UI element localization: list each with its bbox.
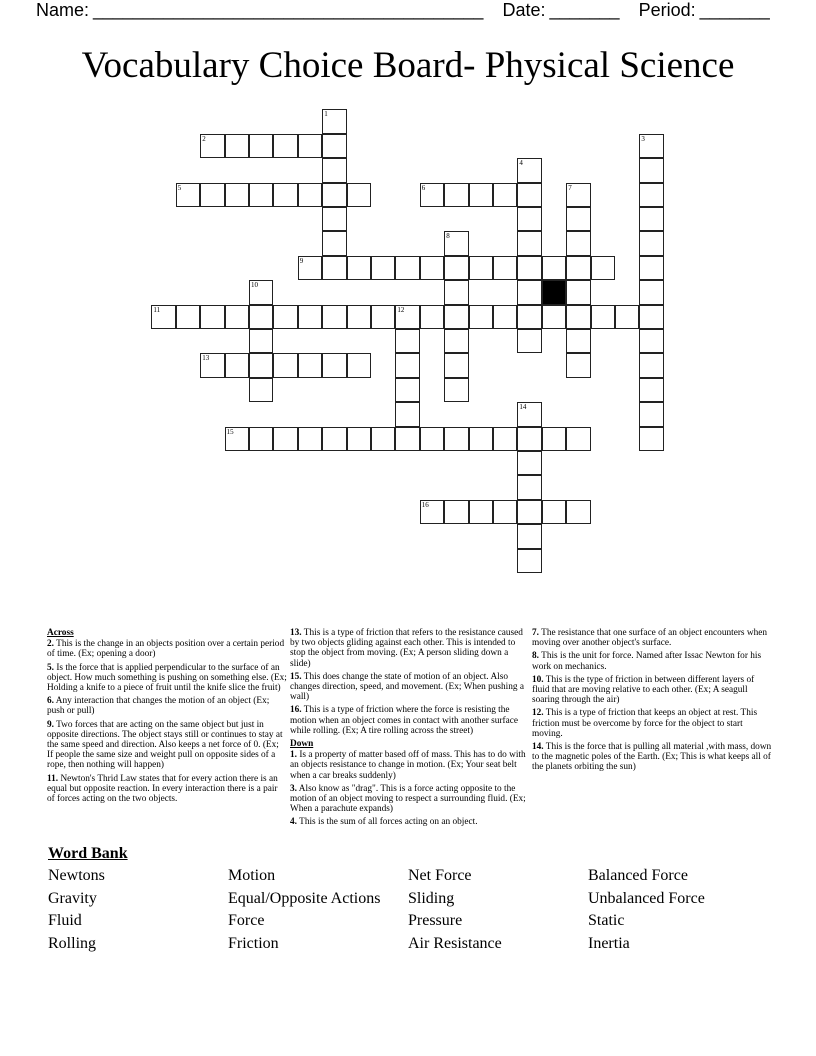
clue-across-2: 2. This is the change in an objects position over a certain period of time. (Ex; opening a door)	[47, 639, 285, 660]
clue-number: 3	[641, 134, 645, 143]
crossword-cell[interactable]	[493, 305, 517, 329]
crossword-cell[interactable]	[420, 305, 444, 329]
crossword-cell[interactable]	[517, 500, 541, 524]
clue-number: 1	[324, 110, 328, 119]
clue-down-3: 3. Also know as "drag". This is a force acting opposite to the motion of an object moving to respect a surrounding fluid. (Ex; When a parachute expands)	[290, 783, 526, 815]
crossword-cell[interactable]	[469, 256, 493, 280]
crossword-cell[interactable]	[542, 500, 566, 524]
crossword-cell[interactable]	[322, 427, 346, 451]
crossword-cell[interactable]	[542, 305, 566, 329]
crossword-cell[interactable]	[444, 280, 468, 304]
clue-number: 11	[153, 305, 161, 314]
word-bank-item: Friction	[228, 934, 279, 952]
clues-column-3	[532, 628, 772, 776]
clue-across-16: 16. This is a type of friction where the force is resisting the motion when an object comes in contact with another surface while rolling. (Ex; A tire rolling across the street)	[290, 705, 518, 736]
crossword-cell[interactable]	[469, 500, 493, 524]
crossword-cell[interactable]	[322, 305, 346, 329]
crossword-cell[interactable]	[566, 500, 590, 524]
crossword-cell[interactable]	[542, 427, 566, 451]
crossword-cell[interactable]	[249, 353, 273, 377]
clue-number: 15	[226, 427, 234, 436]
crossword-cell[interactable]	[566, 427, 590, 451]
crossword-cell[interactable]	[347, 183, 371, 207]
period-label: Period:	[638, 0, 696, 20]
crossword-cell[interactable]	[517, 451, 541, 475]
crossword-cell[interactable]	[591, 256, 615, 280]
crossword-cell[interactable]	[273, 305, 297, 329]
name-label: Name:	[36, 0, 90, 20]
clue-down-8: 8. This is the unit for force. Named after Issac Newton for his work on mechanics.	[532, 651, 762, 672]
crossword-cell[interactable]	[347, 353, 371, 377]
crossword-cell[interactable]	[273, 353, 297, 377]
crossword-cell[interactable]	[517, 256, 541, 280]
crossword-cell[interactable]	[249, 427, 273, 451]
crossword-cell[interactable]	[517, 329, 541, 353]
crossword-cell[interactable]	[151, 305, 175, 329]
crossword-cell[interactable]	[444, 231, 468, 255]
word-bank-item: Static	[588, 912, 625, 930]
crossword-cell[interactable]	[371, 427, 395, 451]
crossword-cell[interactable]	[566, 256, 590, 280]
crossword-cell[interactable]	[225, 305, 249, 329]
crossword-cell[interactable]	[347, 427, 371, 451]
crossword-cell[interactable]	[615, 305, 639, 329]
crossword-cell[interactable]	[517, 280, 541, 304]
clue-number: 9	[299, 256, 304, 265]
crossword-cell[interactable]	[639, 329, 663, 353]
clue-number: 8	[446, 232, 450, 241]
crossword-cell[interactable]	[249, 183, 273, 207]
crossword-cell[interactable]	[542, 256, 566, 280]
crossword-cell[interactable]	[225, 183, 249, 207]
crossword-cell[interactable]	[639, 402, 663, 426]
word-bank-item: Sliding	[408, 889, 455, 907]
word-bank-item: Gravity	[48, 889, 97, 907]
crossword-cell[interactable]	[249, 280, 273, 304]
clue-number: 6	[421, 183, 426, 192]
crossword-cell[interactable]	[176, 183, 200, 207]
crossword-cell[interactable]	[395, 427, 419, 451]
crossword-cell[interactable]	[517, 427, 541, 451]
crossword-cell[interactable]	[444, 329, 468, 353]
crossword-cell[interactable]	[444, 305, 468, 329]
crossword-cell[interactable]	[639, 353, 663, 377]
crossword-cell[interactable]	[249, 378, 273, 402]
crossword-cell[interactable]	[249, 329, 273, 353]
crossword-cell[interactable]	[566, 305, 590, 329]
crossword-cell[interactable]	[298, 256, 322, 280]
clue-across-6: 6. Any interaction that changes the motion of an object (Ex; push or pull)	[47, 696, 270, 717]
word-bank-item: Force	[228, 912, 265, 930]
date-label: Date:	[502, 0, 546, 20]
crossword-cell[interactable]	[639, 183, 663, 207]
crossword-cell[interactable]	[249, 134, 273, 158]
crossword-cell[interactable]	[298, 305, 322, 329]
word-bank-item: Balanced Force	[588, 867, 688, 884]
crossword-cell[interactable]	[420, 500, 444, 524]
crossword-cell[interactable]	[566, 183, 590, 207]
clue-number: 2	[202, 134, 206, 143]
crossword-cell[interactable]	[395, 378, 419, 402]
crossword-cell[interactable]	[273, 427, 297, 451]
clue-number: 12	[397, 305, 405, 314]
clue-number: 13	[202, 354, 210, 363]
word-bank-item: Newtons	[48, 867, 105, 884]
crossword-cell[interactable]	[200, 134, 224, 158]
crossword-cell[interactable]	[639, 280, 663, 304]
crossword-cell[interactable]	[395, 402, 419, 426]
crossword-cell[interactable]	[493, 500, 517, 524]
clue-number: 14	[519, 403, 527, 412]
crossword-cell[interactable]	[517, 524, 541, 548]
clue-across-9: 9. Two forces that are acting on the same object but just in opposite directions. The object stays still or continues to stay at the same speed and direction. Also keeps a net force of 0. (Ex; If people the same size and weight pull on opposite sides of a rope, then nothing will happen)	[47, 719, 283, 771]
crossword-cell[interactable]	[493, 256, 517, 280]
crossword-cell[interactable]	[639, 378, 663, 402]
crossword-cell[interactable]	[322, 256, 346, 280]
word-bank-item: Motion	[228, 867, 276, 884]
crossword-cell[interactable]	[444, 256, 468, 280]
crossword-cell[interactable]	[420, 427, 444, 451]
clue-down-10: 10. This is the type of friction in between different layers of fluid that are moving relative to each other. (Ex; A seagull soaring through the air)	[532, 674, 755, 706]
word-bank-item: Pressure	[408, 912, 463, 930]
clue-number: 10	[251, 281, 258, 290]
crossword-cell[interactable]	[566, 207, 590, 231]
page-title: Vocabulary Choice Board- Physical Science	[81, 45, 735, 86]
crossword-cell[interactable]	[444, 183, 468, 207]
crossword-cell[interactable]	[444, 353, 468, 377]
crossword-cell[interactable]	[347, 305, 371, 329]
word-bank-item: Fluid	[48, 912, 82, 930]
crossword-cell[interactable]	[322, 353, 346, 377]
crossword-cell[interactable]	[298, 134, 322, 158]
crossword-cell[interactable]	[347, 256, 371, 280]
crossword-cell[interactable]	[469, 183, 493, 207]
clues-column-2	[290, 628, 530, 831]
crossword-cell[interactable]	[200, 353, 224, 377]
word-bank	[48, 867, 768, 957]
clue-across-5: 5. Is the force that is applied perpendicular to the surface of an object. How much something is pushing on something else. (Ex; Holding a knife to a piece of fruit until the knife slice the fruit)	[47, 662, 287, 694]
crossword-cell[interactable]	[298, 183, 322, 207]
name-blank[interactable]: _______________________________________	[93, 0, 484, 20]
crossword-cell[interactable]	[639, 231, 663, 255]
crossword-cell[interactable]	[517, 183, 541, 207]
word-bank-title: Word Bank	[48, 845, 128, 862]
clue-number: 4	[519, 159, 523, 168]
crossword-cell[interactable]	[420, 256, 444, 280]
word-bank-item: Unbalanced Force	[588, 889, 705, 907]
date-blank[interactable]: _______	[549, 0, 620, 20]
crossword-cell[interactable]	[371, 256, 395, 280]
clue-number: 5	[177, 183, 182, 192]
crossword-cell[interactable]	[639, 158, 663, 182]
clue-down-4: 4. This is the sum of all forces acting on an object.	[290, 817, 478, 828]
crossword-cell[interactable]	[566, 353, 590, 377]
clue-down-1: 1. Is a property of matter based off of mass. This has to do with an objects resistance to change in motion. (Ex; Your seat belt when a car breaks suddenly)	[290, 750, 526, 781]
crossword-cell[interactable]	[639, 207, 663, 231]
word-bank-item: Net Force	[408, 867, 472, 884]
clue-across-11: 11. Newton's Thrid Law states that for every action there is an equal but opposite reaction. In every interaction there is a pair of forces acting on the two objects.	[47, 773, 278, 805]
across-heading: Across	[47, 628, 74, 638]
clue-across-13: 13. This is a type of friction that refers to the resistance caused by two objects gliding against each other. This is intended to stop the object from moving. (Ex; A person sliding down a slide)	[290, 628, 523, 669]
crossword-cell[interactable]	[444, 378, 468, 402]
word-bank-item: Air Resistance	[408, 934, 502, 952]
clue-down-7: 7. The resistance that one surface of an object encounters when moving over another object's surface.	[532, 628, 768, 649]
crossword-cell[interactable]	[371, 305, 395, 329]
clue-number: 16	[421, 500, 429, 509]
crossword-cell[interactable]	[444, 500, 468, 524]
crossword-cell[interactable]	[639, 134, 663, 158]
crossword-cell[interactable]	[517, 158, 541, 182]
crossword-cell[interactable]	[639, 256, 663, 280]
crossword-cell[interactable]	[517, 305, 541, 329]
crossword-cell[interactable]	[322, 158, 346, 182]
crossword-cell[interactable]	[469, 305, 493, 329]
crossword-cell[interactable]	[273, 134, 297, 158]
student-info-header	[36, 0, 774, 21]
clue-down-14: 14. This is the force that is pulling all material ,with mass, down to the magnetic poles of the Earth. (Ex; This is what keeps all of the planets orbiting the sun)	[532, 742, 772, 773]
crossword-cell[interactable]	[298, 353, 322, 377]
word-bank-item: Rolling	[48, 934, 97, 952]
crossword-cell[interactable]	[517, 475, 541, 499]
crossword-cell[interactable]	[444, 427, 468, 451]
crossword-cell[interactable]	[395, 256, 419, 280]
crossword-cell[interactable]	[395, 305, 419, 329]
word-bank-item: Inertia	[588, 934, 630, 952]
crossword-cell[interactable]	[225, 427, 249, 451]
crossword-cell[interactable]	[322, 231, 346, 255]
crossword-cell[interactable]	[395, 353, 419, 377]
crossword-cell[interactable]	[322, 134, 346, 158]
crossword-cell[interactable]	[517, 549, 541, 573]
crossword-cell[interactable]	[566, 329, 590, 353]
crossword-cell[interactable]	[517, 207, 541, 231]
crossword-cell[interactable]	[493, 183, 517, 207]
crossword-cell[interactable]	[176, 305, 200, 329]
crossword-cell[interactable]	[249, 305, 273, 329]
clue-down-12: 12. This is a type of friction that keeps an object at rest. This friction must be overcome by force for the object to start moving.	[532, 708, 758, 739]
clue-across-15: 15. This does change the state of motion of an object. Also changes direction, speed, and movement. (Ex; When pushing a wall)	[290, 671, 524, 703]
crossword-cell[interactable]	[517, 402, 541, 426]
crossword-cell[interactable]	[469, 427, 493, 451]
crossword-cell[interactable]	[591, 305, 615, 329]
crossword-cell[interactable]	[200, 183, 224, 207]
crossword-cell[interactable]	[639, 305, 663, 329]
period-blank[interactable]: _______	[699, 0, 770, 20]
crossword-cell[interactable]	[322, 109, 346, 133]
crossword-cell[interactable]	[273, 183, 297, 207]
crossword-cell[interactable]	[200, 305, 224, 329]
crossword-cell[interactable]	[225, 134, 249, 158]
clues-column-1	[47, 628, 287, 807]
crossword-cell[interactable]	[322, 183, 346, 207]
crossword-cell[interactable]	[566, 231, 590, 255]
crossword-cell[interactable]	[493, 427, 517, 451]
crossword-cell[interactable]	[395, 329, 419, 353]
black-cell	[542, 280, 566, 304]
crossword-cell[interactable]	[639, 427, 663, 451]
clue-number: 7	[568, 183, 572, 192]
crossword-cell[interactable]	[322, 207, 346, 231]
word-bank-item: Equal/Opposite Actions	[228, 889, 381, 907]
down-heading: Down	[290, 739, 314, 750]
crossword-cell[interactable]	[566, 280, 590, 304]
crossword-cell[interactable]	[225, 353, 249, 377]
crossword-cell[interactable]	[517, 231, 541, 255]
crossword-cell[interactable]	[298, 427, 322, 451]
crossword-cell[interactable]	[420, 183, 444, 207]
